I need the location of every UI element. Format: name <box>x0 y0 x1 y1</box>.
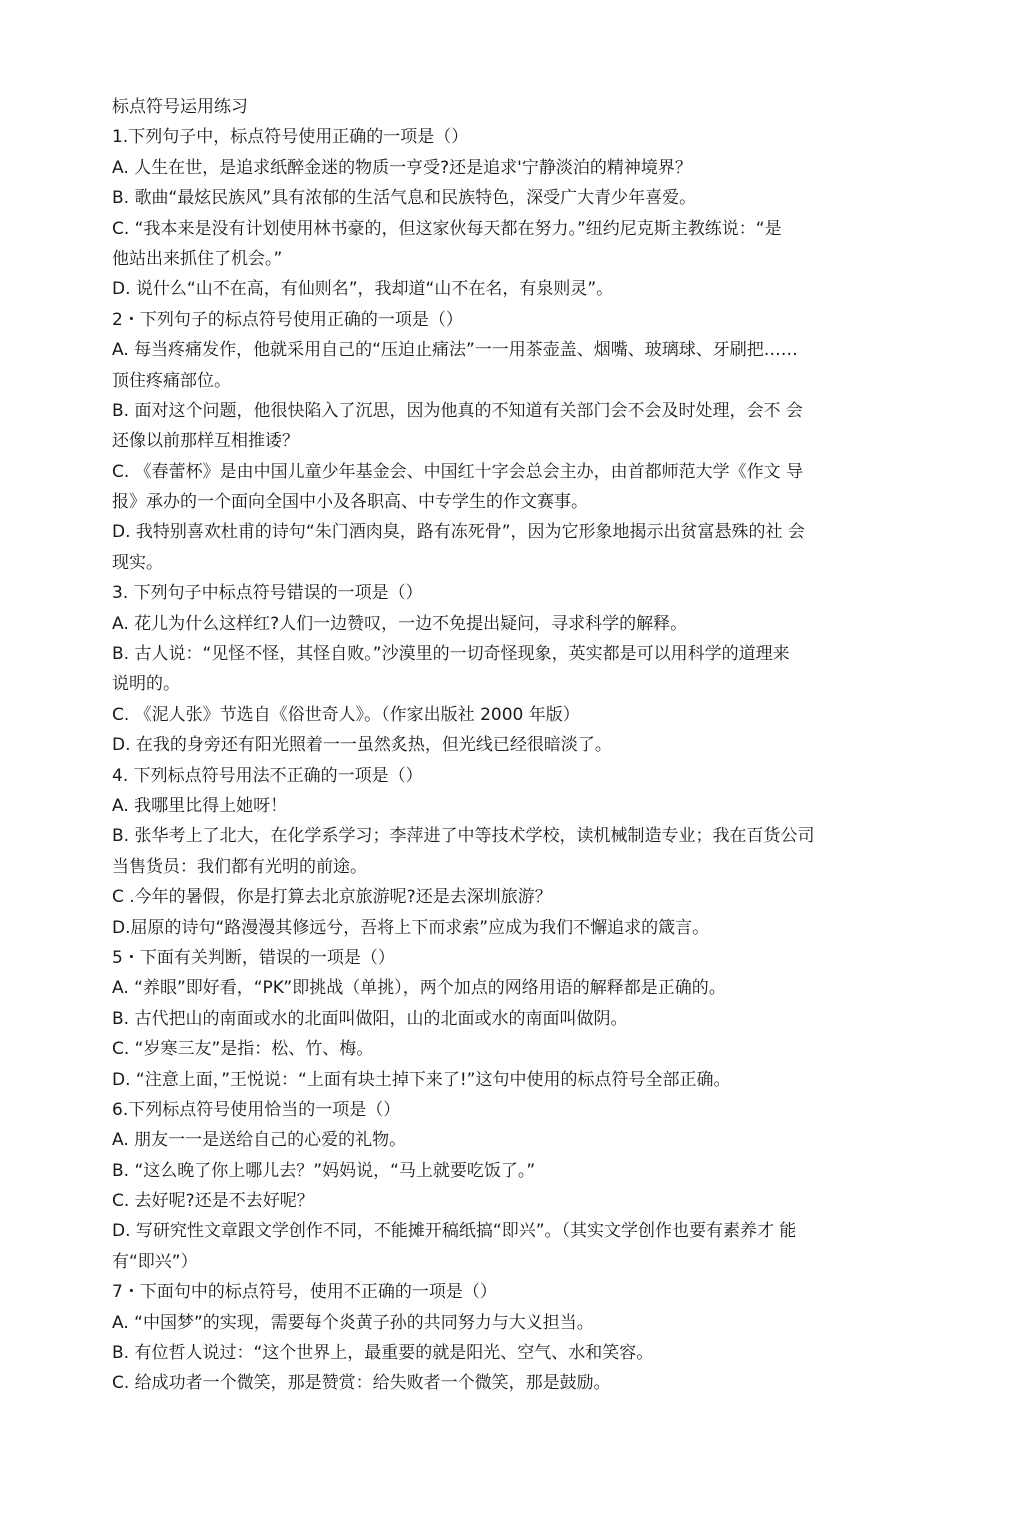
question-7-option-c: C. 给成功者一个微笑，那是赞赏：给失败者一个微笑，那是鼓励。 <box>112 1373 611 1394</box>
question-2-option-d: D. 我特别喜欢杜甫的诗句“朱门酒肉臭，路有冻死骨”，因为它形象地揭示出贫富悬殊的社 会 <box>112 522 805 543</box>
question-3-option-a: A. 花儿为什么这样红?人们一边赞叹，一边不免提出疑问，寻求科学的解释。 <box>112 613 688 634</box>
question-1-option-a: A. 人生在世，是追求纸醉金迷的物质一亨受?还是追求'宁静淡泊的精神境界？ <box>112 157 692 178</box>
question-2-option-a-cont: 顶住疼痛部位。 <box>112 370 231 391</box>
question-1-option-c: C. “我本来是没有计划使用林书豪的，但这家伙每天都在努力。”纽约尼克斯主教练说：“是 <box>112 218 782 239</box>
question-4-option-a: A. 我哪里比得上她呀！ <box>112 795 288 816</box>
question-5-option-d: D. “注意上面，”王悦说：“上面有块土掉下来了!”这句中使用的标点符号全部正确。 <box>112 1069 731 1090</box>
question-3: 3. 下列句子中标点符号错误的一项是（） <box>112 583 423 604</box>
question-6-option-c: C. 去好呢?还是不去好呢？ <box>112 1191 314 1212</box>
question-5-option-b: B. 古代把山的南面或水的北面叫做阳，山的北面或水的南面叫做阴。 <box>112 1008 628 1029</box>
question-6-option-d-cont: 有“即兴”） <box>112 1251 198 1272</box>
question-6-option-a: A. 朋友一一是送给自己的心爱的礼物。 <box>112 1130 407 1151</box>
question-2-option-c-cont: 报》承办的一个面向全国中小及各职高、中专学生的作文赛事。 <box>112 492 588 513</box>
question-3-option-c: C. 《泥人张》节选自《俗世奇人》。（作家出版社 2000 年版） <box>112 704 580 725</box>
question-2-option-b: B. 面对这个问题，他很快陷入了沉思，因为他真的不知道有关部门会不会及时处理，会不 会 <box>112 400 803 421</box>
question-3-option-d: D. 在我的身旁还有阳光照着一一虽然炙热，但光线已经很暗淡了。 <box>112 735 612 756</box>
question-6-option-d: D. 写研究性文章跟文学创作不同，不能摊开稿纸搞“即兴”。（其实文学创作也要有素养才 能 <box>112 1221 797 1242</box>
question-3-option-b: B. 古人说：“见怪不怪，其怪自败。”沙漠里的一切奇怪现象，英实都是可以用科学的道理来 <box>112 644 790 665</box>
question-2-option-a: A. 每当疼痛发作，他就采用自己的“压迫止痛法”一一用茶壶盖、烟嘴、玻璃球、牙刷把…… <box>112 340 798 361</box>
question-1-option-c-cont: 他站出来抓住了机会。” <box>112 248 283 269</box>
question-2-option-c: C. 《春蕾杯》是由中国儿童少年基金会、中国红十字会总会主办，由首都师范大学《作文 导 <box>112 461 804 482</box>
document-body <box>112 92 912 1399</box>
document-title: 标点符号运用练习 <box>112 97 248 117</box>
question-6: 6.下列标点符号使用恰当的一项是（） <box>112 1099 401 1120</box>
question-5-option-a: A. “养眼”即好看，“PK”即挑战（单挑），两个加点的网络用语的解释都是正确的。 <box>112 978 726 999</box>
question-4: 4. 下列标点符号用法不正确的一项是（） <box>112 765 423 786</box>
question-2-option-b-cont: 还像以前那样互相推诿？ <box>112 431 299 452</box>
question-2: 2・下列句子的标点符号使用正确的一项是（） <box>112 309 463 330</box>
question-5: 5・下面有关判断，错误的一项是（） <box>112 947 395 968</box>
question-4-option-b-cont: 当售货员：我们都有光明的前途。 <box>112 856 367 877</box>
question-7-option-a: A. “中国梦”的实现，需要每个炎黄子孙的共同努力与大义担当。 <box>112 1312 594 1333</box>
question-5-option-c: C. “岁寒三友”是指：松、竹、梅。 <box>112 1039 374 1060</box>
question-6-option-b: B. “这么晚了你上哪儿去？”妈妈说，“马上就要吃饭了。” <box>112 1160 536 1181</box>
question-2-option-d-cont: 现实。 <box>112 552 163 573</box>
question-1-option-d: D. 说什么“山不在高，有仙则名”，我却道“山不在名，有泉则灵”。 <box>112 279 614 300</box>
question-1-option-b: B. 歌曲“最炫民族风”具有浓郁的生活气息和民族特色，深受广大青少年喜爱。 <box>112 188 697 209</box>
question-7: 7・下面句中的标点符号，使用不正确的一项是（） <box>112 1282 497 1303</box>
question-3-option-b-cont: 说明的。 <box>112 674 180 695</box>
question-7-option-b: B. 有位哲人说过：“这个世界上，最重要的就是阳光、空气、水和笑容。 <box>112 1343 654 1364</box>
question-4-option-d: D.屈原的诗句“路漫漫其修远兮，吾将上下而求索”应成为我们不懈追求的箴言。 <box>112 917 710 938</box>
question-4-option-b: B. 张华考上了北大，在化学系学习；李萍进了中等技术学校，读机械制造专业；我在百货公司 <box>112 826 815 847</box>
question-1: 1.下列句子中，标点符号使用正确的一项是（） <box>112 127 469 148</box>
question-4-option-c: C .今年的暑假，你是打算去北京旅游呢?还是去深圳旅游？ <box>112 887 552 908</box>
